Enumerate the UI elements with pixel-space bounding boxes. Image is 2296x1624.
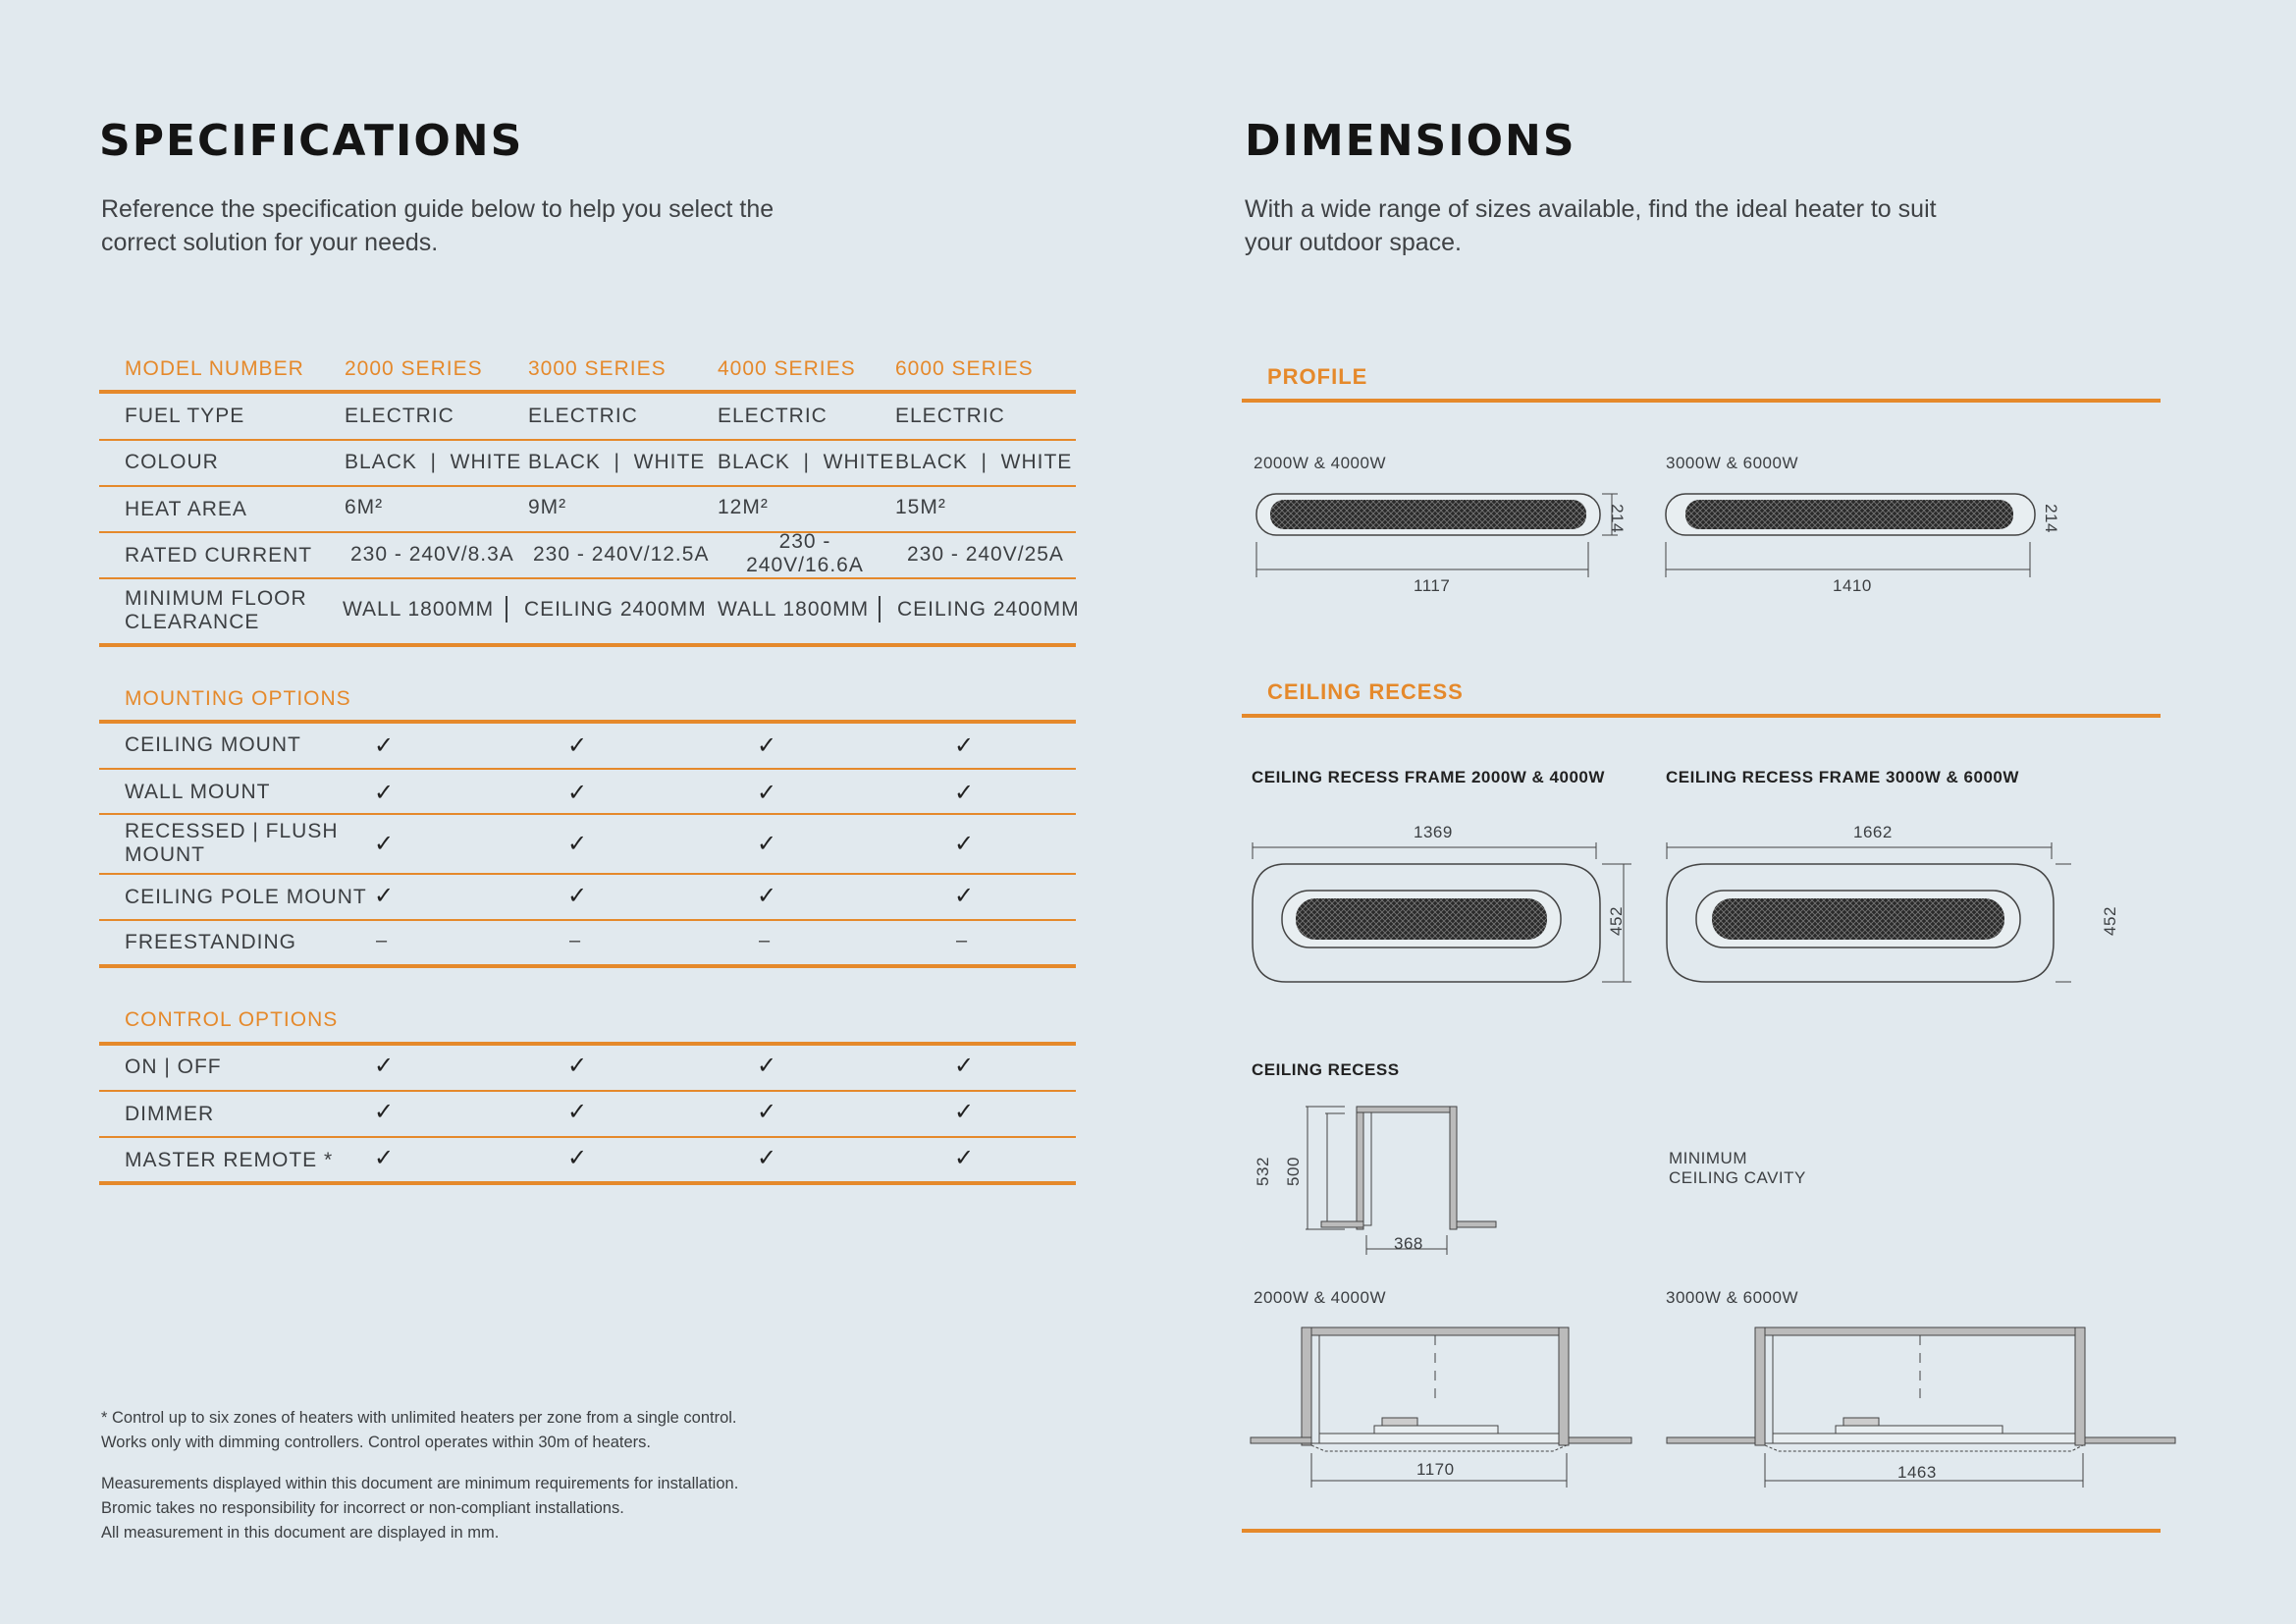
table-rule [99,964,1076,968]
cell: BLACK | WHITE [345,451,522,473]
dimensions-title: DIMENSIONS [1245,116,1576,166]
table-rule [99,813,1076,815]
table-rule [99,1181,1076,1185]
check-icon: ✓ [757,1099,777,1125]
check-icon: ✓ [567,831,588,857]
intro-line: Reference the specification guide below to help you select the [101,195,774,223]
cell: ELECTRIC [345,405,454,427]
frame-right-height: 452 [2100,906,2119,936]
mounting-options-title: MOUNTING OPTIONS [125,687,351,710]
label-line: MOUNT [125,843,205,866]
check-icon: ✓ [954,1099,975,1125]
row-label-ceiling-mount: CEILING MOUNT [125,733,301,756]
check-icon: ✓ [954,831,975,857]
cell: CEILING 2400MM [897,598,1080,621]
intro-line: With a wide range of sizes available, find the ideal heater to suit [1245,195,1937,223]
cell: BLACK | WHITE [895,451,1073,473]
cell: 230 - 240V/25A [907,543,1064,566]
cell: 230 - 240V/12.5A [533,543,710,566]
header-4000-series: 4000 SERIES [718,357,856,380]
check-icon: ✓ [567,780,588,806]
footnotes [101,1406,738,1545]
install-left-width: 1170 [1416,1460,1455,1479]
cell: WALL 1800MM [718,598,870,621]
cell: 6M² [345,496,384,518]
section-outer-height: 532 [1253,1157,1272,1186]
profile-title: PROFILE [1267,364,1368,389]
row-label-fuel-type: FUEL TYPE [125,405,245,427]
footnote-line: * Control up to six zones of heaters with unlimited heaters per zone from a single control. [101,1409,737,1427]
section-cavity-width: 368 [1394,1234,1423,1253]
row-label-heat-area: HEAT AREA [125,498,247,520]
label-line: MINIMUM [1669,1149,1747,1167]
cell-rated-4000 [746,530,864,577]
table-rule [99,1042,1076,1046]
profile-left-label: 2000W & 4000W [1254,454,1387,472]
install-left-label: 2000W & 4000W [1254,1288,1387,1307]
row-label-rated-current: RATED CURRENT [125,544,313,567]
row-label-freestanding: FREESTANDING [125,931,296,953]
profile-right-width: 1410 [1833,576,1872,595]
label-line: CLEARANCE [125,611,260,633]
section-inner-height: 500 [1283,1157,1303,1186]
specifications-title: SPECIFICATIONS [99,116,524,166]
divider [879,596,881,623]
cell: 12M² [718,496,769,518]
section-rule [1242,1529,2161,1533]
check-icon: ✓ [567,1099,588,1125]
table-rule [99,1090,1076,1092]
check-icon: ✓ [757,883,777,909]
check-icon: ✓ [374,780,395,806]
check-icon: ✓ [954,883,975,909]
header-6000-series: 6000 SERIES [895,357,1034,380]
table-rule [99,720,1076,724]
profile-right-height: 214 [2041,504,2060,533]
dash: – [759,930,771,951]
table-rule [99,768,1076,770]
table-rule [99,919,1076,921]
table-rule [99,485,1076,487]
table-rule [99,439,1076,441]
control-options-title: CONTROL OPTIONS [125,1008,339,1031]
row-label-ceiling-pole-mount: CEILING POLE MOUNT [125,886,367,908]
check-icon: ✓ [374,1145,395,1171]
check-icon: ✓ [567,732,588,759]
section-rule [1242,399,2161,403]
frame-left-width: 1369 [1414,823,1453,841]
dimensions-intro [1245,192,1937,259]
table-rule [99,1136,1076,1138]
install-right-label: 3000W & 6000W [1666,1288,1799,1307]
label-line: RECESSED | FLUSH [125,820,339,842]
row-label-colour: COLOUR [125,451,219,473]
footnote-line: Measurements displayed within this document are minimum requirements for installation. [101,1475,739,1492]
profile-left-width: 1117 [1414,576,1451,595]
cell-line: 240V/16.6A [746,554,864,576]
ceiling-recess-frame-2000-4000-diagram [1247,830,1639,997]
cell: ELECTRIC [528,405,638,427]
cell: 230 - 240V/8.3A [350,543,514,566]
install-right-width: 1463 [1897,1463,1937,1482]
frame-left-height: 452 [1606,906,1626,936]
check-icon: ✓ [374,1099,395,1125]
footnote-line: Bromic takes no responsibility for incorrect or non-compliant installations. [101,1499,624,1517]
frame-left-label: CEILING RECESS FRAME 2000W & 4000W [1252,768,1605,786]
dash: – [376,930,388,951]
check-icon: ✓ [757,1053,777,1079]
header-3000-series: 3000 SERIES [528,357,667,380]
cell: ELECTRIC [718,405,828,427]
check-icon: ✓ [374,732,395,759]
frame-right-label: CEILING RECESS FRAME 3000W & 6000W [1666,768,2019,786]
table-rule [99,577,1076,579]
check-icon: ✓ [374,1053,395,1079]
check-icon: ✓ [374,831,395,857]
row-label-wall-mount: WALL MOUNT [125,781,271,803]
table-rule [99,873,1076,875]
check-icon: ✓ [954,780,975,806]
intro-line: correct solution for your needs. [101,229,439,256]
check-icon: ✓ [567,1053,588,1079]
check-icon: ✓ [954,1145,975,1171]
check-icon: ✓ [567,1145,588,1171]
row-label-recessed-flush-mount [125,820,339,867]
table-rule [99,390,1076,394]
footnote-line: All measurement in this document are displayed in mm. [101,1524,500,1542]
check-icon: ✓ [567,883,588,909]
row-label-min-floor-clearance [125,587,307,634]
check-icon: ✓ [757,831,777,857]
table-rule [99,531,1076,533]
minimum-ceiling-cavity-label [1669,1149,1806,1188]
check-icon: ✓ [374,883,395,909]
cell: BLACK | WHITE [718,451,895,473]
ceiling-recess-title: CEILING RECESS [1267,679,1464,704]
cell: ELECTRIC [895,405,1005,427]
cell-line: 230 - [778,530,831,553]
header-2000-series: 2000 SERIES [345,357,483,380]
profile-left-height: 214 [1607,504,1627,533]
label-line: MINIMUM FLOOR [125,587,307,610]
frame-right-width: 1662 [1853,823,1893,841]
cell: 15M² [895,496,946,518]
ceiling-recess-section-label: CEILING RECESS [1252,1060,1400,1079]
section-rule [1242,714,2161,718]
cell: BLACK | WHITE [528,451,706,473]
dash: – [956,930,968,951]
check-icon: ✓ [954,732,975,759]
row-label-on-off: ON | OFF [125,1056,222,1078]
intro-line: your outdoor space. [1245,229,1462,256]
footnote-line: Works only with dimming controllers. Control operates within 30m of heaters. [101,1434,652,1451]
check-icon: ✓ [757,780,777,806]
divider [506,596,507,623]
row-label-dimmer: DIMMER [125,1103,215,1125]
profile-right-label: 3000W & 6000W [1666,454,1799,472]
row-label-master-remote: MASTER REMOTE * [125,1149,334,1171]
check-icon: ✓ [954,1053,975,1079]
header-model-number: MODEL NUMBER [125,357,304,380]
specifications-intro [101,192,774,259]
ceiling-recess-frame-3000-6000-diagram [1659,830,2071,997]
dash: – [569,930,581,951]
check-icon: ✓ [757,1145,777,1171]
spacer [101,1455,738,1472]
cell: 9M² [528,496,567,518]
label-line: CEILING CAVITY [1669,1168,1806,1187]
check-icon: ✓ [757,732,777,759]
table-rule [99,643,1076,647]
cell: WALL 1800MM [343,598,495,621]
cell: CEILING 2400MM [524,598,707,621]
